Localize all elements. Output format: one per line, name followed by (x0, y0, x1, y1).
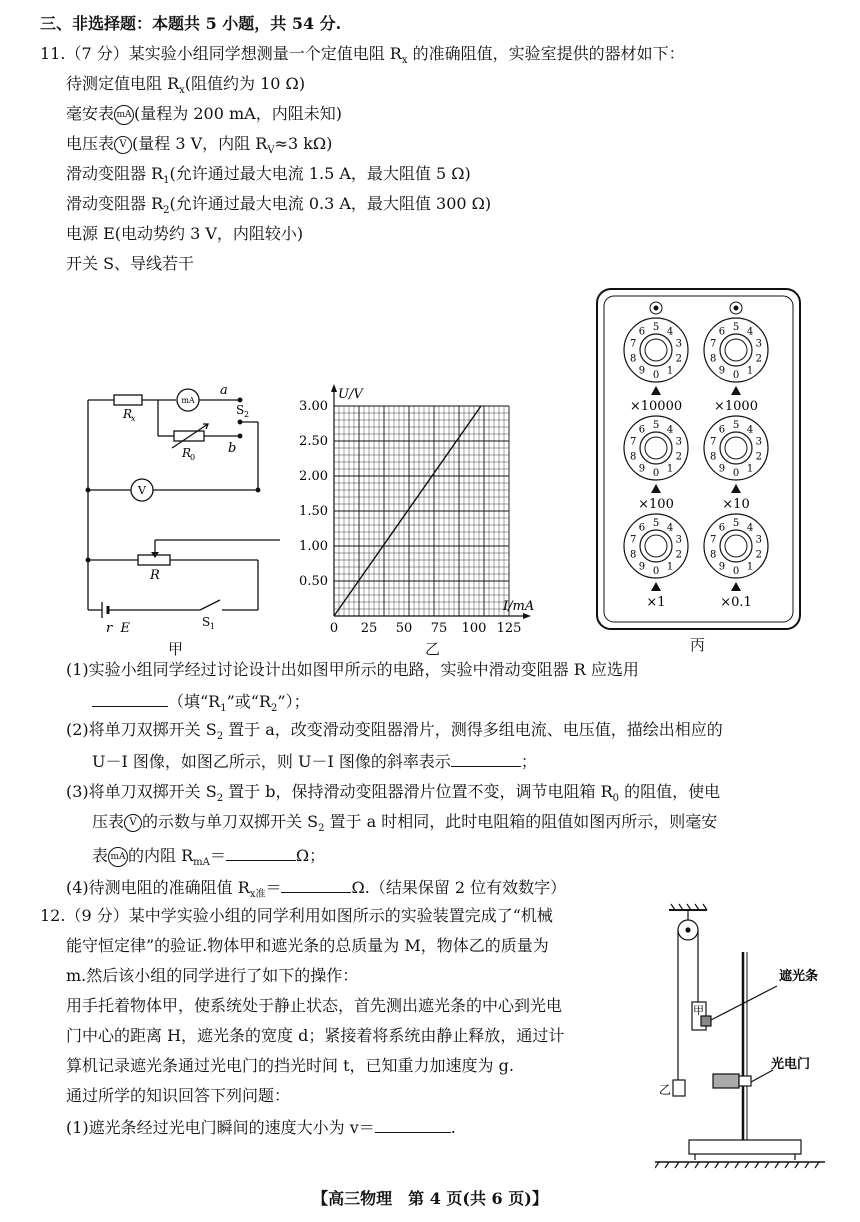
v-meter-icon: V (124, 814, 142, 832)
dial-digit: 4 (666, 522, 674, 534)
dial-digit: 3 (675, 436, 683, 448)
x-tick-label: 125 (496, 621, 522, 636)
label-r0-sub: 0 (190, 453, 196, 462)
dial-digit: 9 (638, 365, 646, 377)
label-s1: S (202, 615, 211, 629)
dial-digit: 2 (675, 451, 683, 463)
ma-meter-icon: mA (114, 105, 134, 125)
dial-digit: 4 (746, 522, 754, 534)
dial-digit: 8 (709, 353, 717, 365)
dial-digit: 5 (652, 322, 660, 333)
x-tick-label: 0 (329, 621, 339, 636)
answer-blank[interactable] (451, 750, 521, 767)
dial-digit: 6 (718, 326, 726, 338)
dial-digit: 8 (629, 549, 637, 561)
label-s1-sub: 1 (210, 622, 216, 631)
multiplier-label: ×10 (722, 497, 750, 512)
y-tick-label: 0.50 (299, 574, 328, 589)
label-rx-sub: x (131, 414, 136, 423)
dial-digit: 7 (709, 338, 717, 350)
x-tick-label: 100 (461, 621, 487, 636)
label-r0: R (182, 446, 192, 460)
ui-chart (290, 378, 540, 640)
label-r: R (150, 568, 160, 583)
dial-digit: 7 (629, 436, 637, 448)
y-tick-label: 2.00 (299, 469, 328, 484)
v-meter-icon: V (114, 136, 132, 154)
equipment-item: 电压表 V (量程 3 V，内阻 $R_V\approx 3$ kΩ) (66, 134, 333, 157)
q12-line5: 门中心的距离 H，遮光条的宽度 d；紧接着将系统由静止释放，通过计 (66, 1026, 565, 1045)
label-jia: 甲 (693, 1004, 704, 1017)
dial-digit: 1 (746, 365, 754, 377)
dial-digit: 2 (675, 353, 683, 365)
label-re: r E (106, 621, 130, 636)
dial-digit: 8 (709, 549, 717, 561)
x-tick-label: 50 (395, 621, 413, 636)
dial-digit: 5 (652, 518, 660, 529)
caption-jia: 甲 (168, 640, 184, 658)
dial-digit: 4 (666, 326, 674, 338)
dial-digit: 3 (675, 534, 683, 546)
answer-blank[interactable] (281, 876, 351, 893)
dial-digit: 0 (652, 370, 660, 381)
dial-digit: 3 (755, 338, 763, 350)
dial-digit: 6 (638, 326, 646, 338)
terminal-dot (654, 306, 659, 311)
equipment-item: 电源 E(电动势约 3 V，内阻较小) (66, 224, 304, 243)
dial-digit: 1 (746, 561, 754, 573)
caption-bing: 丙 (690, 636, 706, 654)
dial-digit: 4 (746, 326, 754, 338)
multiplier-label: ×10000 (629, 399, 683, 414)
page-footer: 【高三物理 第 4 页(共 6 页)】 (312, 1189, 548, 1208)
y-axis-label: U/V (338, 387, 363, 402)
circuit-diagram (80, 380, 280, 640)
q12-line3: m.然后该小组的同学进行了如下的操作： (66, 966, 359, 985)
x-tick-label: 75 (430, 621, 448, 636)
dial-digit: 6 (718, 424, 726, 436)
dial-digit: 5 (732, 420, 740, 431)
dial-digit: 1 (666, 365, 674, 377)
dial-digit: 9 (718, 365, 726, 377)
dial-digit: 9 (718, 561, 726, 573)
q11-part1-line1: (1)实验小组同学经过讨论设计出如图甲所示的电路，实验中滑动变阻器 R 应选用 (66, 660, 639, 679)
multiplier-label: ×0.1 (720, 595, 752, 610)
q11-part2-line1: (2)将单刀双掷开关 $S_2$ 置于 a，改变滑动变阻器滑片，测得多组电流、电压值，描绘出相应的 (66, 720, 723, 743)
multiplier-label: ×100 (638, 497, 674, 512)
dial-digit: 5 (732, 518, 740, 529)
q12-line2: 能守恒定律”的验证.物体甲和遮光条的总质量为 M，物体乙的质量为 (66, 936, 549, 955)
dial-digit: 5 (652, 420, 660, 431)
equipment-item: 毫安表 mA (量程为 200 mA，内阻未知) (66, 104, 342, 123)
y-axis-arrow (331, 384, 337, 392)
dial-digit: 0 (652, 566, 660, 577)
multiplier-label: ×1 (646, 595, 666, 610)
dial-digit: 7 (629, 338, 637, 350)
dial-digit: 0 (652, 468, 660, 479)
dial-digit: 0 (732, 370, 740, 381)
dial-digit: 4 (746, 424, 754, 436)
q11-part1-line2: （填“$R_1$”或“$R_2$”）； (92, 690, 310, 719)
answer-blank[interactable] (226, 844, 296, 861)
dial-digit: 1 (666, 463, 674, 475)
label-rx: R (123, 407, 133, 421)
dial-digit: 0 (732, 566, 740, 577)
equipment-item: 开关 S、导线若干 (66, 254, 195, 273)
q11-part4: (4)待测电阻的准确阻值 $R_{x准}= \Omega$.（结果保留 2 位有效数字） (66, 878, 567, 901)
q12-line4: 用手托着物体甲，使系统处于静止状态，首先测出遮光条的中心到光电 (66, 996, 563, 1015)
dial-digit: 8 (629, 353, 637, 365)
ma-meter-icon: mA (108, 847, 128, 867)
dial-digit: 9 (638, 463, 646, 475)
answer-blank[interactable] (375, 1116, 451, 1133)
label-a: a (220, 383, 228, 398)
dial-digit: 8 (709, 451, 717, 463)
dial-digit: 3 (755, 436, 763, 448)
x-tick-label: 25 (360, 621, 378, 636)
dial-digit: 9 (638, 561, 646, 573)
label-v: V (138, 484, 146, 497)
terminal-dot (734, 306, 739, 311)
label-zheguangtiao: 遮光条 (779, 969, 819, 984)
equipment-item: 待测定值电阻 $R_x$(阻值约为 10 Ω) (66, 74, 306, 97)
dial-digit: 7 (629, 534, 637, 546)
q11-part3-line1: (3)将单刀双掷开关 $S_2$ 置于 b，保持滑动变阻器滑片位置不变，调节电阻箱 $R_0$ 的阻值，使电 (66, 782, 721, 805)
dial-digit: 2 (755, 451, 763, 463)
y-tick-label: 3.00 (299, 399, 328, 414)
dial-digit: 2 (675, 549, 683, 561)
equipment-item: 滑动变阻器 $R_1$(允许通过最大电流 1.5 A，最大阻值 5 Ω) (66, 164, 471, 187)
dial-digit: 3 (755, 534, 763, 546)
dial-digit: 1 (746, 463, 754, 475)
dial-digit: 9 (718, 463, 726, 475)
label-s2: S (236, 403, 245, 417)
y-tick-label: 1.50 (299, 504, 328, 519)
q12-line1: 12.（9 分）某中学实验小组的同学利用如图所示的实验装置完成了“机械 (40, 906, 553, 925)
answer-blank[interactable] (92, 690, 168, 707)
y-tick-label: 1.00 (299, 539, 328, 554)
dial-digit: 0 (732, 468, 740, 479)
dial-digit: 1 (666, 561, 674, 573)
q12-line6: 算机记录遮光条通过光电门的挡光时间 t，已知重力加速度为 g. (66, 1056, 514, 1075)
dial-digit: 6 (638, 522, 646, 534)
dial-digit: 5 (732, 322, 740, 333)
caption-yi: 乙 (425, 640, 441, 658)
q11-part3-line3: 表 mA 的内阻 $R_{mA}= \Omega$； (92, 846, 326, 869)
y-tick-label: 2.50 (299, 434, 328, 449)
dial-digit: 3 (675, 338, 683, 350)
dial-digit: 2 (755, 549, 763, 561)
resistance-box (596, 288, 801, 630)
multiplier-label: ×1000 (714, 399, 758, 414)
q11-intro: 11.（7 分）某实验小组同学想测量一个定值电阻 $R_x$ 的准确阻值，实验室提供的器材如下： (40, 44, 685, 67)
q11-part2-line2: U－I 图像，如图乙所示，则 U－I 图像的斜率表示 ； (92, 752, 537, 771)
dial-digit: 4 (666, 424, 674, 436)
dial-digit: 6 (638, 424, 646, 436)
dial-digit: 7 (709, 534, 717, 546)
dial-digit: 6 (718, 522, 726, 534)
label-ma: mA (181, 396, 195, 405)
q12-part1: (1)遮光条经过光电门瞬间的速度大小为 v＝ . (66, 1118, 456, 1137)
apparatus-figure (655, 902, 825, 1172)
label-s2-sub: 2 (244, 410, 250, 419)
label-guangdianmen: 光电门 (771, 1057, 811, 1072)
q11-part3-line2: 压表 V 的示数与单刀双掷开关 $S_2$ 置于 a 时相同，此时电阻箱的阻值如图丙所示，则毫安 (92, 812, 718, 835)
q12-line7: 通过所学的知识回答下列问题： (66, 1086, 291, 1105)
dial-digit: 7 (709, 436, 717, 448)
dial-digit: 8 (629, 451, 637, 463)
section-heading: 三、非选择题：本题共 5 小题，共 54 分. (40, 14, 342, 33)
equipment-item: 滑动变阻器 $R_2$(允许通过最大电流 0.3 A，最大阻值 300 Ω) (66, 194, 492, 217)
label-b: b (228, 441, 237, 456)
label-yi: 乙 (659, 1083, 672, 1097)
x-axis-label: I/mA (503, 599, 535, 614)
dial-digit: 2 (755, 353, 763, 365)
